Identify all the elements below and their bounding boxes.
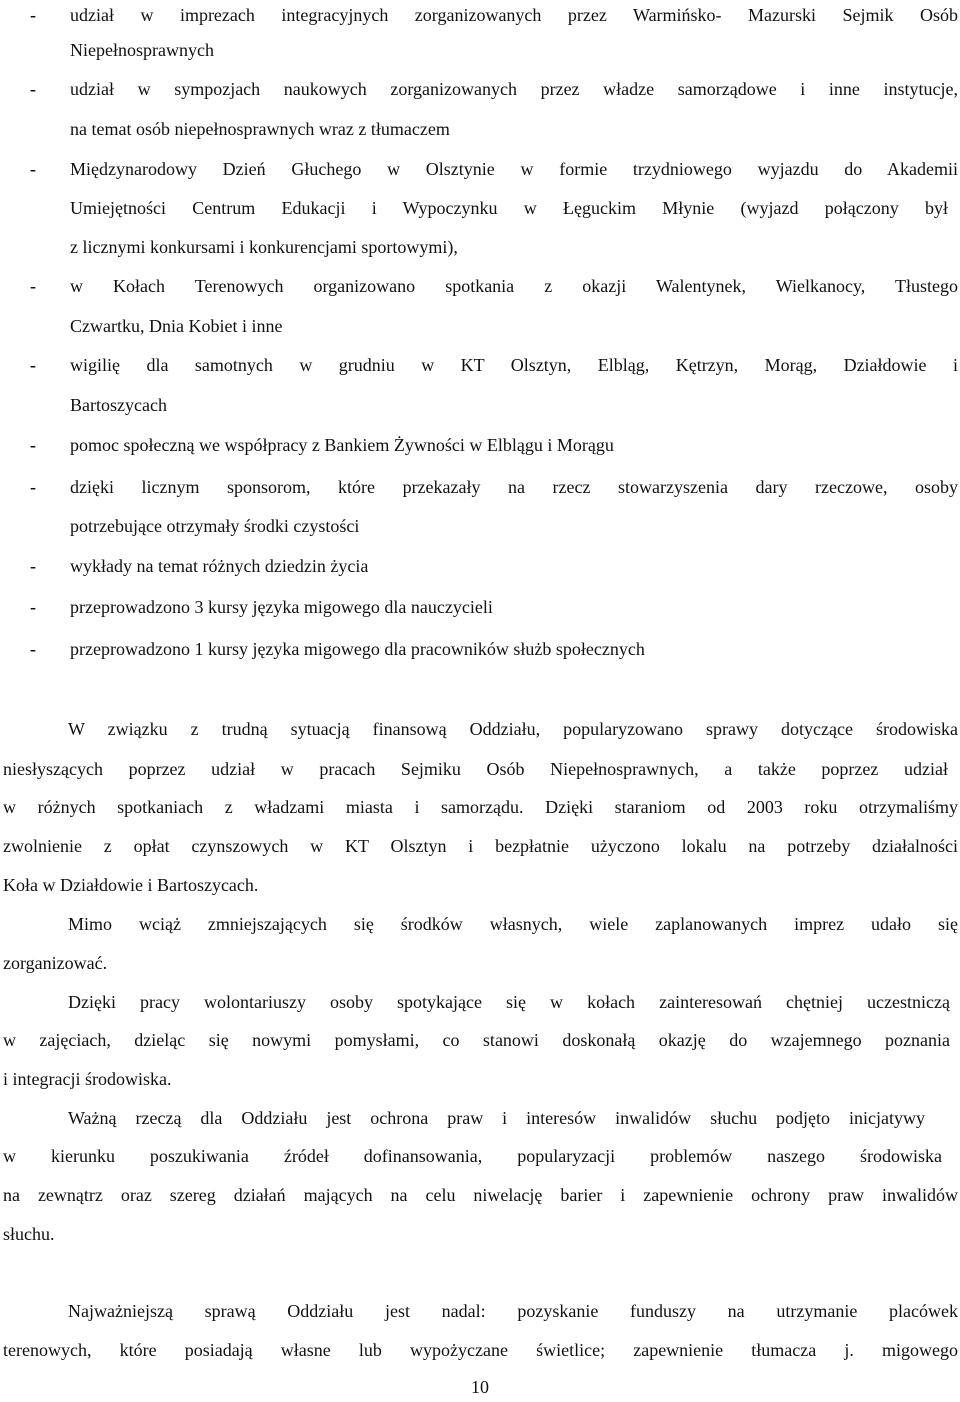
paragraph-text: terenowych, które posiadają własne lub wypożyczane świetlice; zapewnienie tłumacza j. migowego	[3, 1340, 958, 1360]
paragraph-text: w kierunku poszukiwania źródeł dofinansowania, popularyzacji problemów naszego środowiska	[3, 1146, 942, 1166]
paragraph-text: na zewnątrz oraz szereg działań mających na celu niwelację barier i zapewnienie ochrony praw inwalidów	[3, 1185, 958, 1205]
list-item	[0, 74, 960, 104]
list-item-text: Czwartku, Dnia Kobiet i inne	[70, 316, 283, 336]
paragraph-text: w zajęciach, dzieląc się nowymi pomysłami, co stanowi doskonałą okazję do wzajemnego poznania	[3, 1030, 950, 1050]
paragraph-line	[0, 754, 960, 784]
list-dash: -	[30, 556, 36, 576]
paragraph-line	[0, 1064, 960, 1094]
paragraph-text: w różnych spotkaniach z władzami miasta i samorządu. Dzięki staraniom od 2003 roku otrzymaliśmy	[3, 797, 958, 817]
paragraph-line	[0, 1141, 960, 1171]
page-number: 10	[471, 1377, 489, 1397]
list-item-text: przeprowadzono 3 kursy języka migowego dla nauczycieli	[70, 597, 493, 617]
paragraph-line	[0, 987, 960, 1017]
paragraph-line	[0, 831, 960, 861]
list-item-continuation	[0, 114, 960, 144]
paragraph-text: niesłyszących poprzez udział w pracach Sejmiku Osób Niepełnosprawnych, a także poprzez udział	[3, 759, 948, 779]
list-item-text: pomoc społeczną we współpracy z Bankiem Żywności w Elblągu i Morągu	[70, 435, 614, 455]
list-item-continuation	[0, 232, 960, 262]
paragraph-line	[0, 714, 960, 744]
paragraph-text: zwolnienie z opłat czynszowych w KT Olsztyn i bezpłatnie użyczono lokalu na potrzeby działalności	[3, 836, 958, 856]
list-item	[0, 634, 960, 664]
list-item-text: w Kołach Terenowych organizowano spotkania z okazji Walentynek, Wielkanocy, Tłustego	[70, 276, 958, 296]
paragraph-line	[0, 948, 960, 978]
paragraph-text: W związku z trudną sytuacją finansową Oddziału, popularyzowano sprawy dotyczące środowiska	[68, 719, 958, 739]
paragraph-line	[0, 1335, 960, 1365]
list-item	[0, 350, 960, 380]
paragraph-text: i integracji środowiska.	[3, 1069, 172, 1089]
list-dash: -	[30, 276, 36, 296]
list-dash: -	[30, 355, 36, 375]
list-dash: -	[30, 435, 36, 455]
list-item-text: udział w sympozjach naukowych zorganizowanych przez władze samorządowe i inne instytucje,	[70, 79, 958, 99]
list-item	[0, 592, 960, 622]
paragraph-text: Ważną rzeczą dla Oddziału jest ochrona praw i interesów inwalidów słuchu podjęto inicjatywy	[68, 1108, 925, 1128]
list-item-text: potrzebujące otrzymały środki czystości	[70, 516, 360, 536]
paragraph-text: zorganizować.	[3, 953, 108, 973]
list-item-text: wykłady na temat różnych dziedzin życia	[70, 556, 369, 576]
list-item	[0, 430, 960, 460]
paragraph-line	[0, 1103, 960, 1133]
list-item-continuation	[0, 511, 960, 541]
list-item	[0, 551, 960, 581]
list-item-continuation	[0, 193, 960, 223]
list-item	[0, 472, 960, 502]
list-item	[0, 271, 960, 301]
paragraph-text: słuchu.	[3, 1224, 55, 1244]
list-item-text: Bartoszycach	[70, 395, 167, 415]
list-item-text: udział w imprezach integracyjnych zorganizowanych przez Warmińsko- Mazurski Sejmik Osób	[70, 5, 958, 25]
list-item-text: Umiejętności Centrum Edukacji i Wypoczynku w Łęguckim Młynie (wyjazd połączony był	[70, 198, 948, 218]
list-dash: -	[30, 477, 36, 497]
list-item-text: Niepełnosprawnych	[70, 40, 214, 60]
list-item-continuation	[0, 390, 960, 420]
list-dash: -	[30, 159, 36, 179]
list-item-text: przeprowadzono 1 kursy języka migowego dla pracowników służb społecznych	[70, 639, 645, 659]
list-dash: -	[30, 5, 36, 25]
list-item-text: wigilię dla samotnych w grudniu w KT Olsztyn, Elbląg, Kętrzyn, Morąg, Działdowie i	[70, 355, 958, 375]
paragraph-text: Koła w Działdowie i Bartoszycach.	[3, 875, 259, 895]
list-item-text: z licznymi konkursami i konkurencjami sportowymi),	[70, 237, 458, 257]
list-item	[0, 0, 960, 30]
paragraph-text: Najważniejszą sprawą Oddziału jest nadal: pozyskanie funduszy na utrzymanie placówek	[68, 1301, 958, 1321]
paragraph-line	[0, 1025, 960, 1055]
list-dash: -	[30, 79, 36, 99]
list-item-text: dzięki licznym sponsorom, które przekazały na rzecz stowarzyszenia dary rzeczowe, osoby	[70, 477, 958, 497]
list-dash: -	[30, 597, 36, 617]
paragraph-line	[0, 870, 960, 900]
list-item-text: Międzynarodowy Dzień Głuchego w Olsztynie w formie trzydniowego wyjazdu do Akademii	[70, 159, 958, 179]
paragraph-line	[0, 1219, 960, 1249]
list-item-continuation	[0, 35, 960, 65]
paragraph-line	[0, 792, 960, 822]
paragraph-line	[0, 1180, 960, 1210]
paragraph-line	[0, 909, 960, 939]
list-item-text: na temat osób niepełnosprawnych wraz z tłumaczem	[70, 119, 450, 139]
paragraph-text: Mimo wciąż zmniejszających się środków własnych, wiele zaplanowanych imprez udało się	[68, 914, 958, 934]
paragraph-text: Dzięki pracy wolontariuszy osoby spotykające się w kołach zainteresowań chętniej uczestniczą	[68, 992, 950, 1012]
list-item	[0, 154, 960, 184]
paragraph-line	[0, 1296, 960, 1326]
list-item-continuation	[0, 311, 960, 341]
list-dash: -	[30, 639, 36, 659]
